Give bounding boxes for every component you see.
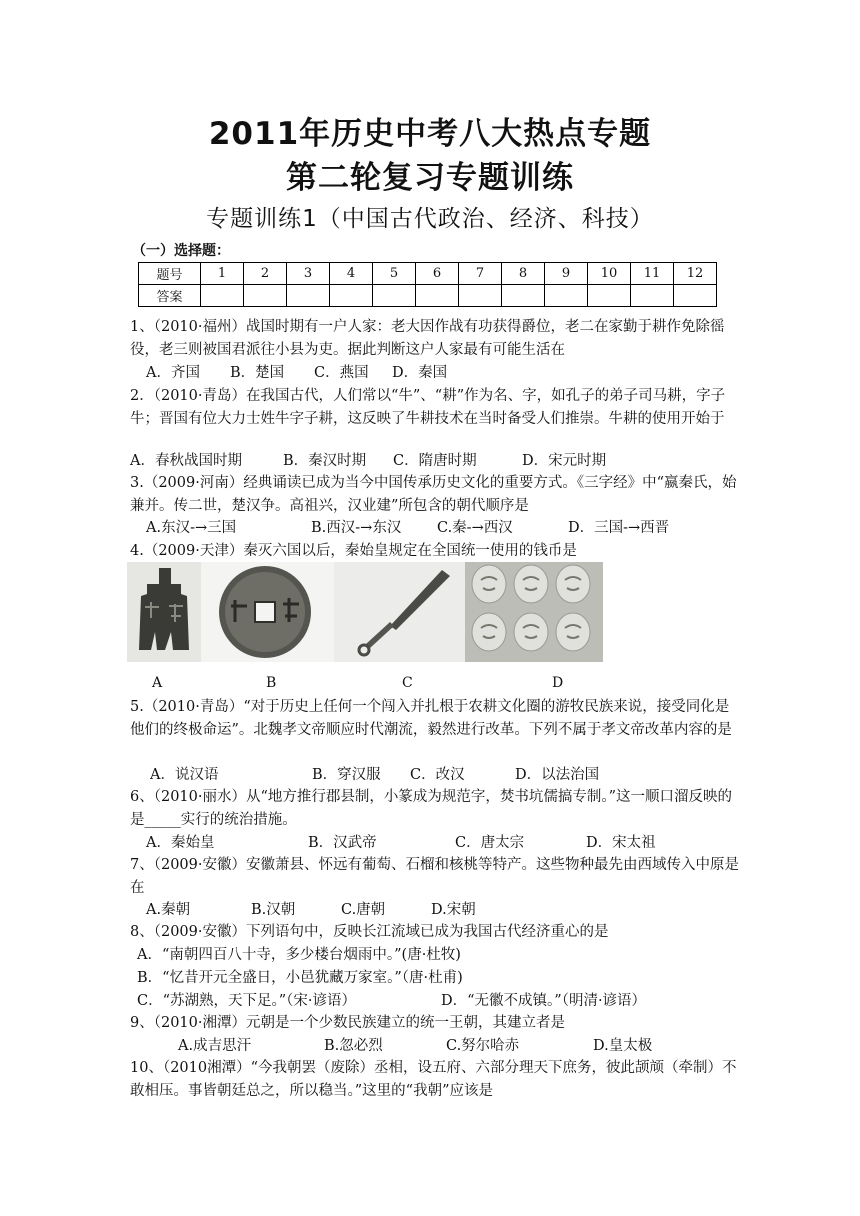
q9-option-a[interactable]: A.成吉思汗	[178, 1038, 252, 1054]
table-row	[139, 285, 717, 307]
table-cell: 1	[201, 263, 244, 285]
q1-option-b[interactable]: B．楚国	[230, 365, 285, 381]
q2-option-d[interactable]: D．宋元时期	[522, 453, 607, 469]
q3-option-a[interactable]: A.东汉-→三国	[146, 520, 237, 536]
question-10-stem: 10、（2010湘潭）“今我朝罢（废除）丞相，设五府、六部分理天下庶务，彼此颉颃（牵制）不敢相压。事皆朝廷总之，所以稳当。”这里的“我朝”应该是	[130, 1060, 737, 1099]
table-cell: 2	[244, 263, 287, 285]
section-heading: （一）选择题：	[132, 243, 230, 259]
q8-option-a[interactable]: A．“南朝四百八十寺，多少楼台烟雨中。”(唐·杜牧)	[137, 947, 461, 963]
title-topic: 专题训练1（中国古代政治、经济、科技）	[206, 206, 654, 232]
question-8-stem: 8、（2009·安徽）下列语句中，反映长江流域已成为我国古代经济重心的是	[130, 924, 609, 940]
q9-option-c[interactable]: C.努尔哈赤	[446, 1038, 520, 1054]
q5-option-c[interactable]: C．改汉	[410, 767, 465, 783]
table-cell: 11	[631, 263, 674, 285]
q6-option-d[interactable]: D．宋太祖	[586, 835, 656, 851]
q7-option-a[interactable]: A.秦朝	[146, 902, 191, 918]
answer-cell[interactable]	[287, 285, 330, 307]
table-cell: 7	[459, 263, 502, 285]
table-header-cell: 答案	[139, 285, 201, 307]
answer-cell[interactable]	[201, 285, 244, 307]
q6-option-a[interactable]: A．秦始皇	[146, 835, 215, 851]
q2-option-c[interactable]: C．隋唐时期	[393, 453, 477, 469]
q8-option-c[interactable]: C．“苏湖熟，天下足。”（宋·谚语）	[137, 993, 357, 1009]
q7-option-c[interactable]: C.唐朝	[341, 902, 386, 918]
q6-option-b[interactable]: B．汉武帝	[308, 835, 377, 851]
answer-cell[interactable]	[373, 285, 416, 307]
title-main: 2011年历史中考八大热点专题	[208, 116, 652, 152]
title-sub: 第二轮复习专题训练	[286, 160, 574, 196]
table-cell: 8	[502, 263, 545, 285]
question-6-stem: 6、（2010·丽水）从“地方推行郡县制，小篆成为规范字，焚书坑儒搞专制。”这一顺口溜反映的是_____实行的统治措施。	[130, 789, 733, 828]
answer-cell[interactable]	[545, 285, 588, 307]
q1-option-c[interactable]: C．燕国	[314, 365, 369, 381]
question-2-stem: 2．（2010·青岛）在我国古代，人们常以“牛”、“耕”作为名、字，如孔子的弟子司马耕，字子牛；晋国有位大力士姓牛字子耕，这反映了牛耕技术在当时备受人们推崇。牛耕的使用开始于	[130, 388, 726, 427]
q3-option-d[interactable]: D．三国-→西晋	[568, 520, 670, 536]
q1-option-a[interactable]: A．齐国	[146, 365, 200, 381]
q7-option-d[interactable]: D.宋朝	[431, 902, 476, 918]
table-cell: 9	[545, 263, 588, 285]
question-5-stem: 5.（2010·青岛）“对于历史上任何一个闯入并扎根于农耕文化圈的游牧民族来说，接受同化是他们的终极命运”。北魏孝文帝顺应时代潮流，毅然进行改革。下列不属于孝文帝改革内容的是	[130, 699, 732, 738]
answer-cell[interactable]	[330, 285, 373, 307]
q2-option-a[interactable]: A．春秋战国时期	[130, 453, 242, 469]
answer-cell[interactable]	[459, 285, 502, 307]
answer-cell[interactable]	[502, 285, 545, 307]
q9-option-d[interactable]: D.皇太极	[593, 1038, 653, 1054]
table-cell: 4	[330, 263, 373, 285]
q7-option-b[interactable]: B.汉朝	[251, 902, 296, 918]
q8-option-d[interactable]: D．“无徽不成镇。”（明清·谚语）	[441, 993, 647, 1009]
q5-option-a[interactable]: A．说汉语	[150, 767, 219, 783]
table-cell: 12	[674, 263, 717, 285]
spade-coin-image[interactable]	[127, 562, 201, 662]
q1-option-d[interactable]: D．秦国	[392, 365, 448, 381]
round-coin-image[interactable]	[201, 562, 334, 662]
q6-option-c[interactable]: C．唐太宗	[455, 835, 525, 851]
q3-option-b[interactable]: B.西汉-→东汉	[311, 520, 402, 536]
q2-option-b[interactable]: B．秦汉时期	[283, 453, 367, 469]
answer-table	[138, 262, 717, 307]
question-3-stem: 3.（2009·河南）经典诵读已成为当今中国传承历史文化的重要方式。《三字经》中“嬴秦氏，始兼并。传二世，楚汉争。高祖兴，汉业建”所包含的朝代顺序是	[130, 475, 737, 514]
question-4-stem: 4.（2009·天津）秦灭六国以后，秦始皇规定在全国统一使用的钱币是	[130, 543, 577, 559]
answer-cell[interactable]	[674, 285, 717, 307]
question-9-stem: 9、（2010·湘潭）元朝是一个少数民族建立的统一王朝，其建立者是	[130, 1015, 565, 1031]
q5-option-b[interactable]: B．穿汉服	[312, 767, 381, 783]
ant-nose-coin-image[interactable]	[465, 562, 603, 662]
table-cell: 10	[588, 263, 631, 285]
q4-label-b: B	[266, 675, 277, 691]
q4-label-d: D	[552, 675, 564, 691]
table-cell: 6	[416, 263, 459, 285]
question-1-stem: 1、（2010·福州）战国时期有一户人家：老大因作战有功获得爵位，老二在家勤于耕作免除徭役，老三则被国君派往小县为吏。据此判断这户人家最有可能生活在	[130, 319, 725, 358]
q8-option-b[interactable]: B．“忆昔开元全盛日，小邑犹藏万家室。”（唐·杜甫)	[137, 970, 463, 986]
q4-label-a: A	[152, 675, 163, 691]
table-cell: 3	[287, 263, 330, 285]
answer-cell[interactable]	[244, 285, 287, 307]
answer-cell[interactable]	[631, 285, 674, 307]
answer-cell[interactable]	[416, 285, 459, 307]
q3-option-c[interactable]: C.秦-→西汉	[437, 520, 513, 536]
answer-cell[interactable]	[588, 285, 631, 307]
table-row	[139, 263, 717, 285]
q4-label-c: C	[402, 675, 413, 691]
table-cell: 5	[373, 263, 416, 285]
q5-option-d[interactable]: D．以法治国	[515, 767, 600, 783]
question-7-stem: 7、（2009·安徽）安徽萧县、怀远有葡萄、石榴和核桃等特产。这些物种最先由西域传入中原是在	[130, 857, 739, 896]
q9-option-b[interactable]: B.忽必烈	[324, 1038, 383, 1054]
table-header-cell: 题号	[139, 263, 201, 285]
knife-coin-image[interactable]	[334, 562, 465, 662]
